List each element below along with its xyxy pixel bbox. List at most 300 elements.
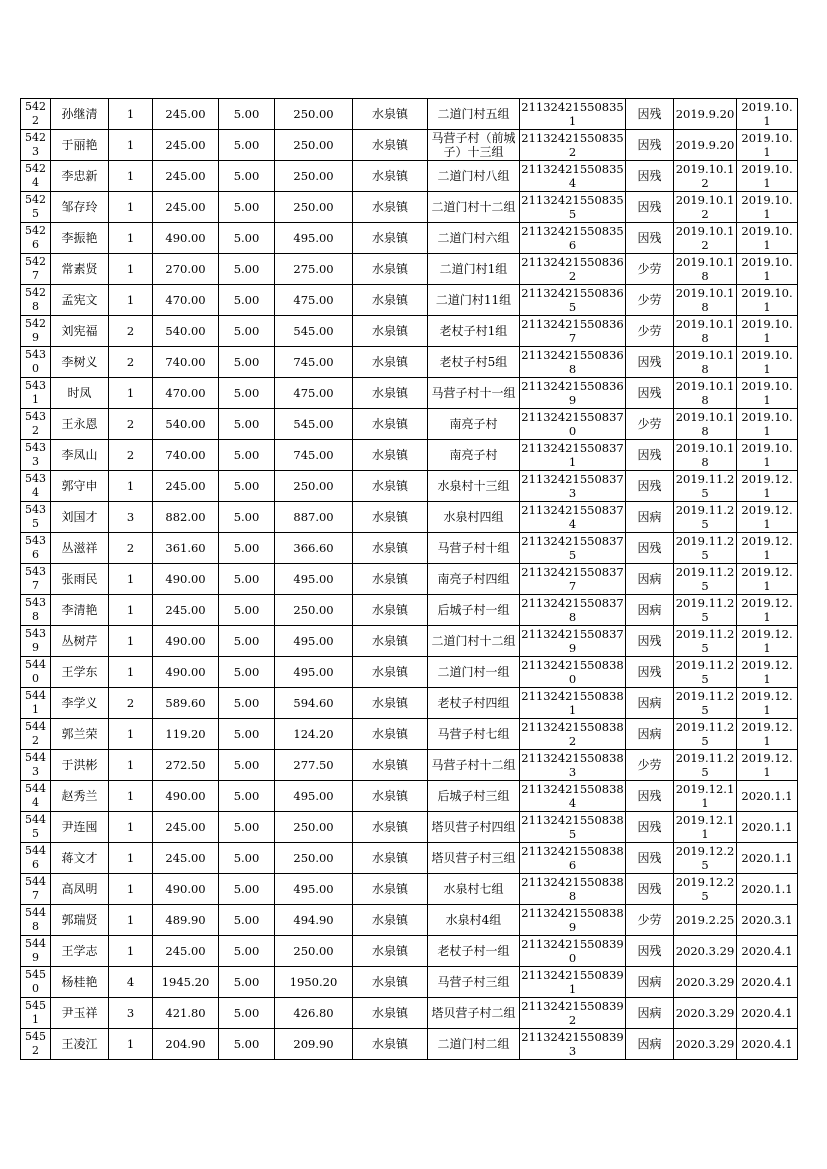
base-amount-cell: 245.00	[153, 843, 219, 874]
approval-date-cell: 2019.11.25	[674, 533, 737, 564]
name-cell: 郭瑞贤	[51, 905, 109, 936]
town-cell: 水泉镇	[353, 347, 428, 378]
start-date-cell: 2019.12.1	[737, 626, 798, 657]
extra-amount-cell: 5.00	[219, 223, 275, 254]
approval-date-cell: 2019.11.25	[674, 750, 737, 781]
id-number-cell: 211324215508355	[521, 193, 624, 221]
name-cell: 王永恩	[51, 409, 109, 440]
total-amount-cell: 495.00	[275, 781, 353, 812]
id-number-cell: 211324215508389	[521, 906, 624, 934]
total-amount-cell: 495.00	[275, 874, 353, 905]
base-amount-cell: 540.00	[153, 409, 219, 440]
name-cell: 赵秀兰	[51, 781, 109, 812]
village-cell: 二道门村六组	[428, 223, 520, 254]
town-cell: 水泉镇	[353, 99, 428, 130]
base-amount-cell: 119.20	[153, 719, 219, 750]
start-date-cell: 2019.12.1	[737, 719, 798, 750]
row-number: 5431	[21, 378, 51, 409]
name-cell: 张雨民	[51, 564, 109, 595]
start-date-cell: 2019.10.1	[737, 316, 798, 347]
start-date-cell: 2019.10.1	[737, 223, 798, 254]
reason-cell: 因病	[626, 998, 674, 1029]
village-cell: 马营子村十组	[428, 533, 520, 564]
table-row	[21, 378, 798, 409]
household-size-cell: 1	[109, 223, 153, 254]
table-row	[21, 440, 798, 471]
name-cell: 刘国才	[51, 502, 109, 533]
base-amount-cell: 245.00	[153, 192, 219, 223]
row-number: 5436	[21, 533, 51, 564]
reason-cell: 因病	[626, 1029, 674, 1060]
reason-cell: 因残	[626, 440, 674, 471]
id-number-cell: 211324215508378	[521, 596, 624, 624]
approval-date-cell: 2019.10.12	[674, 223, 737, 254]
table-row	[21, 657, 798, 688]
village-cell: 二道门村11组	[428, 285, 520, 316]
name-cell: 李学义	[51, 688, 109, 719]
approval-date-cell: 2019.12.25	[674, 874, 737, 905]
total-amount-cell: 594.60	[275, 688, 353, 719]
household-size-cell: 1	[109, 192, 153, 223]
id-number-cell: 211324215508393	[521, 1030, 624, 1058]
reason-cell: 因残	[626, 533, 674, 564]
village-cell: 二道门村1组	[428, 254, 520, 285]
table-row	[21, 719, 798, 750]
extra-amount-cell: 5.00	[219, 130, 275, 161]
base-amount-cell: 470.00	[153, 378, 219, 409]
total-amount-cell: 494.90	[275, 905, 353, 936]
id-number-cell: 211324215508356	[521, 224, 624, 252]
town-cell: 水泉镇	[353, 998, 428, 1029]
household-size-cell: 1	[109, 843, 153, 874]
name-cell: 时凤	[51, 378, 109, 409]
total-amount-cell: 475.00	[275, 378, 353, 409]
name-cell: 于洪彬	[51, 750, 109, 781]
base-amount-cell: 490.00	[153, 223, 219, 254]
table-row	[21, 905, 798, 936]
household-size-cell: 1	[109, 936, 153, 967]
village-cell: 马营子村三组	[428, 967, 520, 998]
extra-amount-cell: 5.00	[219, 316, 275, 347]
row-number: 5429	[21, 316, 51, 347]
name-cell: 孙继清	[51, 99, 109, 130]
village-cell: 马营子村十一组	[428, 378, 520, 409]
base-amount-cell: 1945.20	[153, 967, 219, 998]
reason-cell: 因病	[626, 595, 674, 626]
approval-date-cell: 2019.12.25	[674, 843, 737, 874]
town-cell: 水泉镇	[353, 719, 428, 750]
base-amount-cell: 490.00	[153, 874, 219, 905]
approval-date-cell: 2019.10.18	[674, 316, 737, 347]
start-date-cell: 2019.12.1	[737, 750, 798, 781]
row-number: 5449	[21, 936, 51, 967]
table-row	[21, 998, 798, 1029]
household-size-cell: 2	[109, 347, 153, 378]
extra-amount-cell: 5.00	[219, 99, 275, 130]
name-cell: 郭兰荣	[51, 719, 109, 750]
name-cell: 蒋文才	[51, 843, 109, 874]
household-size-cell: 1	[109, 812, 153, 843]
table-row	[21, 347, 798, 378]
row-number: 5448	[21, 905, 51, 936]
extra-amount-cell: 5.00	[219, 409, 275, 440]
village-cell: 南亮子村四组	[428, 564, 520, 595]
base-amount-cell: 245.00	[153, 99, 219, 130]
reason-cell: 少劳	[626, 409, 674, 440]
base-amount-cell: 245.00	[153, 595, 219, 626]
town-cell: 水泉镇	[353, 688, 428, 719]
extra-amount-cell: 5.00	[219, 161, 275, 192]
extra-amount-cell: 5.00	[219, 905, 275, 936]
village-cell: 二道门村十二组	[428, 192, 520, 223]
total-amount-cell: 277.50	[275, 750, 353, 781]
row-number: 5450	[21, 967, 51, 998]
id-number-cell: 211324215508371	[521, 441, 624, 469]
reason-cell: 因残	[626, 471, 674, 502]
total-amount-cell: 366.60	[275, 533, 353, 564]
extra-amount-cell: 5.00	[219, 719, 275, 750]
extra-amount-cell: 5.00	[219, 967, 275, 998]
town-cell: 水泉镇	[353, 192, 428, 223]
id-number-cell: 211324215508352	[521, 131, 624, 159]
household-size-cell: 3	[109, 998, 153, 1029]
base-amount-cell: 882.00	[153, 502, 219, 533]
table-row	[21, 750, 798, 781]
household-size-cell: 1	[109, 99, 153, 130]
name-cell: 丛滋祥	[51, 533, 109, 564]
id-number-cell: 211324215508380	[521, 658, 624, 686]
town-cell: 水泉镇	[353, 564, 428, 595]
base-amount-cell: 272.50	[153, 750, 219, 781]
reason-cell: 因残	[626, 657, 674, 688]
row-number: 5434	[21, 471, 51, 502]
village-cell: 水泉村4组	[428, 905, 520, 936]
household-size-cell: 1	[109, 781, 153, 812]
town-cell: 水泉镇	[353, 130, 428, 161]
extra-amount-cell: 5.00	[219, 502, 275, 533]
start-date-cell: 2020.4.1	[737, 1029, 798, 1060]
name-cell: 邹存玲	[51, 192, 109, 223]
extra-amount-cell: 5.00	[219, 347, 275, 378]
household-size-cell: 1	[109, 657, 153, 688]
household-size-cell: 1	[109, 626, 153, 657]
extra-amount-cell: 5.00	[219, 440, 275, 471]
approval-date-cell: 2019.11.25	[674, 688, 737, 719]
start-date-cell: 2019.10.1	[737, 285, 798, 316]
total-amount-cell: 495.00	[275, 223, 353, 254]
total-amount-cell: 250.00	[275, 130, 353, 161]
start-date-cell: 2019.10.1	[737, 161, 798, 192]
start-date-cell: 2020.1.1	[737, 781, 798, 812]
id-number-cell: 211324215508374	[521, 503, 624, 531]
table-row	[21, 626, 798, 657]
row-number: 5428	[21, 285, 51, 316]
town-cell: 水泉镇	[353, 409, 428, 440]
town-cell: 水泉镇	[353, 285, 428, 316]
town-cell: 水泉镇	[353, 657, 428, 688]
id-number-cell: 211324215508377	[521, 565, 624, 593]
start-date-cell: 2020.4.1	[737, 967, 798, 998]
household-size-cell: 1	[109, 471, 153, 502]
town-cell: 水泉镇	[353, 967, 428, 998]
village-cell: 后城子村一组	[428, 595, 520, 626]
start-date-cell: 2019.10.1	[737, 254, 798, 285]
base-amount-cell: 490.00	[153, 626, 219, 657]
total-amount-cell: 250.00	[275, 936, 353, 967]
reason-cell: 因残	[626, 347, 674, 378]
extra-amount-cell: 5.00	[219, 1029, 275, 1060]
base-amount-cell: 740.00	[153, 347, 219, 378]
row-number: 5444	[21, 781, 51, 812]
reason-cell: 因残	[626, 874, 674, 905]
household-size-cell: 2	[109, 409, 153, 440]
town-cell: 水泉镇	[353, 750, 428, 781]
row-number: 5437	[21, 564, 51, 595]
household-size-cell: 1	[109, 378, 153, 409]
total-amount-cell: 250.00	[275, 471, 353, 502]
approval-date-cell: 2019.9.20	[674, 99, 737, 130]
reason-cell: 少劳	[626, 750, 674, 781]
household-size-cell: 2	[109, 688, 153, 719]
start-date-cell: 2020.3.1	[737, 905, 798, 936]
total-amount-cell: 250.00	[275, 161, 353, 192]
table-row	[21, 533, 798, 564]
name-cell: 高凤明	[51, 874, 109, 905]
table-row	[21, 874, 798, 905]
name-cell: 郭守申	[51, 471, 109, 502]
start-date-cell: 2019.12.1	[737, 657, 798, 688]
reason-cell: 因残	[626, 192, 674, 223]
village-cell: 二道门村十二组	[428, 626, 520, 657]
table-row	[21, 967, 798, 998]
start-date-cell: 2019.12.1	[737, 688, 798, 719]
total-amount-cell: 495.00	[275, 564, 353, 595]
extra-amount-cell: 5.00	[219, 936, 275, 967]
reason-cell: 因残	[626, 936, 674, 967]
total-amount-cell: 209.90	[275, 1029, 353, 1060]
approval-date-cell: 2019.12.11	[674, 781, 737, 812]
start-date-cell: 2019.10.1	[737, 130, 798, 161]
name-cell: 李忠新	[51, 161, 109, 192]
id-number-cell: 211324215508384	[521, 782, 624, 810]
name-cell: 尹玉祥	[51, 998, 109, 1029]
name-cell: 刘宪福	[51, 316, 109, 347]
approval-date-cell: 2019.2.25	[674, 905, 737, 936]
approval-date-cell: 2020.3.29	[674, 1029, 737, 1060]
reason-cell: 少劳	[626, 254, 674, 285]
base-amount-cell: 490.00	[153, 781, 219, 812]
name-cell: 常素贤	[51, 254, 109, 285]
table-row	[21, 254, 798, 285]
id-number-cell: 211324215508385	[521, 813, 624, 841]
start-date-cell: 2019.12.1	[737, 533, 798, 564]
row-number: 5423	[21, 130, 51, 161]
base-amount-cell: 421.80	[153, 998, 219, 1029]
approval-date-cell: 2019.11.25	[674, 719, 737, 750]
village-cell: 水泉村七组	[428, 874, 520, 905]
id-number-cell: 211324215508388	[521, 875, 624, 903]
approval-date-cell: 2019.9.20	[674, 130, 737, 161]
village-cell: 水泉村四组	[428, 502, 520, 533]
start-date-cell: 2019.10.1	[737, 99, 798, 130]
base-amount-cell: 245.00	[153, 130, 219, 161]
village-cell: 二道门村八组	[428, 161, 520, 192]
id-number-cell: 211324215508390	[521, 937, 624, 965]
approval-date-cell: 2019.10.18	[674, 378, 737, 409]
row-number: 5446	[21, 843, 51, 874]
row-number: 5443	[21, 750, 51, 781]
total-amount-cell: 495.00	[275, 626, 353, 657]
approval-date-cell: 2019.10.18	[674, 347, 737, 378]
village-cell: 马营子村七组	[428, 719, 520, 750]
table-row	[21, 192, 798, 223]
total-amount-cell: 250.00	[275, 812, 353, 843]
total-amount-cell: 275.00	[275, 254, 353, 285]
household-size-cell: 1	[109, 719, 153, 750]
id-number-cell: 211324215508386	[521, 844, 624, 872]
household-size-cell: 1	[109, 750, 153, 781]
approval-date-cell: 2019.10.18	[674, 409, 737, 440]
id-number-cell: 211324215508367	[521, 317, 624, 345]
extra-amount-cell: 5.00	[219, 533, 275, 564]
reason-cell: 因残	[626, 812, 674, 843]
town-cell: 水泉镇	[353, 223, 428, 254]
table-row	[21, 130, 798, 161]
reason-cell: 少劳	[626, 285, 674, 316]
table-row	[21, 781, 798, 812]
extra-amount-cell: 5.00	[219, 781, 275, 812]
extra-amount-cell: 5.00	[219, 657, 275, 688]
approval-date-cell: 2019.10.12	[674, 192, 737, 223]
base-amount-cell: 470.00	[153, 285, 219, 316]
relief-roster-table	[20, 98, 798, 1060]
base-amount-cell: 245.00	[153, 161, 219, 192]
town-cell: 水泉镇	[353, 161, 428, 192]
extra-amount-cell: 5.00	[219, 595, 275, 626]
id-number-cell: 211324215508369	[521, 379, 624, 407]
start-date-cell: 2019.12.1	[737, 564, 798, 595]
approval-date-cell: 2020.3.29	[674, 967, 737, 998]
extra-amount-cell: 5.00	[219, 998, 275, 1029]
village-cell: 老杖子村一组	[428, 936, 520, 967]
village-cell: 塔贝营子村四组	[428, 812, 520, 843]
start-date-cell: 2019.10.1	[737, 440, 798, 471]
reason-cell: 因残	[626, 161, 674, 192]
id-number-cell: 211324215508368	[521, 348, 624, 376]
extra-amount-cell: 5.00	[219, 254, 275, 285]
approval-date-cell: 2020.3.29	[674, 998, 737, 1029]
start-date-cell: 2020.1.1	[737, 843, 798, 874]
town-cell: 水泉镇	[353, 502, 428, 533]
row-number: 5439	[21, 626, 51, 657]
household-size-cell: 1	[109, 254, 153, 285]
start-date-cell: 2020.1.1	[737, 874, 798, 905]
total-amount-cell: 745.00	[275, 440, 353, 471]
base-amount-cell: 245.00	[153, 936, 219, 967]
village-cell: 马营子村（前城子）十三组	[428, 130, 520, 161]
base-amount-cell: 361.60	[153, 533, 219, 564]
household-size-cell: 1	[109, 595, 153, 626]
household-size-cell: 1	[109, 564, 153, 595]
base-amount-cell: 204.90	[153, 1029, 219, 1060]
table-row	[21, 502, 798, 533]
total-amount-cell: 887.00	[275, 502, 353, 533]
approval-date-cell: 2019.11.25	[674, 595, 737, 626]
reason-cell: 因残	[626, 781, 674, 812]
town-cell: 水泉镇	[353, 1029, 428, 1060]
town-cell: 水泉镇	[353, 316, 428, 347]
village-cell: 老杖子村5组	[428, 347, 520, 378]
id-number-cell: 211324215508362	[521, 255, 624, 283]
extra-amount-cell: 5.00	[219, 843, 275, 874]
town-cell: 水泉镇	[353, 843, 428, 874]
id-number-cell: 211324215508365	[521, 286, 624, 314]
table-row	[21, 564, 798, 595]
extra-amount-cell: 5.00	[219, 285, 275, 316]
start-date-cell: 2019.12.1	[737, 471, 798, 502]
total-amount-cell: 475.00	[275, 285, 353, 316]
extra-amount-cell: 5.00	[219, 626, 275, 657]
row-number: 5442	[21, 719, 51, 750]
village-cell: 后城子村三组	[428, 781, 520, 812]
id-number-cell: 211324215508351	[521, 100, 624, 128]
reason-cell: 少劳	[626, 316, 674, 347]
reason-cell: 少劳	[626, 905, 674, 936]
row-number: 5445	[21, 812, 51, 843]
household-size-cell: 1	[109, 1029, 153, 1060]
base-amount-cell: 740.00	[153, 440, 219, 471]
start-date-cell: 2020.4.1	[737, 936, 798, 967]
reason-cell: 因病	[626, 502, 674, 533]
name-cell: 于丽艳	[51, 130, 109, 161]
approval-date-cell: 2019.10.18	[674, 285, 737, 316]
extra-amount-cell: 5.00	[219, 192, 275, 223]
village-cell: 二道门村一组	[428, 657, 520, 688]
village-cell: 二道门村二组	[428, 1029, 520, 1060]
name-cell: 孟宪文	[51, 285, 109, 316]
table-row	[21, 1029, 798, 1060]
row-number: 5435	[21, 502, 51, 533]
row-number: 5425	[21, 192, 51, 223]
start-date-cell: 2019.10.1	[737, 409, 798, 440]
approval-date-cell: 2019.11.25	[674, 626, 737, 657]
village-cell: 水泉村十三组	[428, 471, 520, 502]
village-cell: 南亮子村	[428, 409, 520, 440]
id-number-cell: 211324215508392	[521, 999, 624, 1027]
household-size-cell: 1	[109, 161, 153, 192]
row-number: 5451	[21, 998, 51, 1029]
village-cell: 老杖子村四组	[428, 688, 520, 719]
name-cell: 丛树芹	[51, 626, 109, 657]
extra-amount-cell: 5.00	[219, 471, 275, 502]
total-amount-cell: 545.00	[275, 409, 353, 440]
household-size-cell: 1	[109, 130, 153, 161]
row-number: 5447	[21, 874, 51, 905]
start-date-cell: 2019.12.1	[737, 595, 798, 626]
start-date-cell: 2020.4.1	[737, 998, 798, 1029]
total-amount-cell: 250.00	[275, 595, 353, 626]
row-number: 5427	[21, 254, 51, 285]
id-number-cell: 211324215508375	[521, 534, 624, 562]
total-amount-cell: 426.80	[275, 998, 353, 1029]
base-amount-cell: 489.90	[153, 905, 219, 936]
name-cell: 杨桂艳	[51, 967, 109, 998]
household-size-cell: 3	[109, 502, 153, 533]
reason-cell: 因残	[626, 378, 674, 409]
start-date-cell: 2019.10.1	[737, 192, 798, 223]
household-size-cell: 2	[109, 533, 153, 564]
total-amount-cell: 745.00	[275, 347, 353, 378]
